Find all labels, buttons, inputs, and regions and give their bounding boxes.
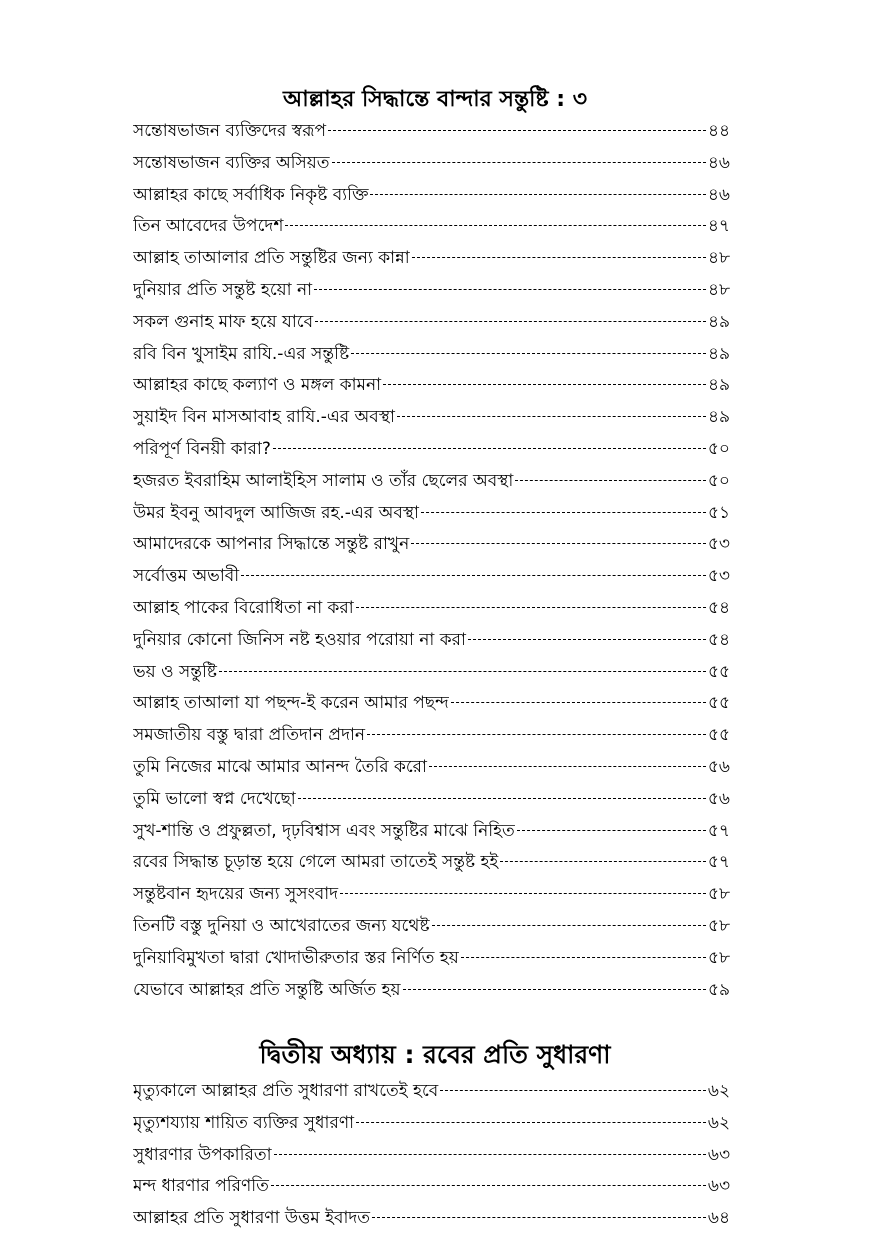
toc-entry xyxy=(133,752,730,784)
dotted-leader xyxy=(411,543,706,544)
dotted-leader xyxy=(383,384,706,385)
dotted-leader xyxy=(461,957,706,958)
section-heading-satisfaction: আল্লাহর সিদ্ধান্তে বান্দার সন্তুষ্টি : ৩ xyxy=(282,87,588,112)
dotted-leader xyxy=(273,448,706,449)
toc-entry-title: মৃত্যুশয্যায় শায়িত ব্যক্তির সুধারণা xyxy=(133,1112,355,1133)
toc-entry xyxy=(133,847,730,879)
toc-entry-title: সুধারণার উপকারিতা xyxy=(133,1144,272,1165)
toc-entry-title: আল্লাহর প্রতি সুধারণা উত্তম ইবাদত xyxy=(133,1208,371,1229)
toc-entry-title: সুয়াইদ বিন মাসআবাহ রাযি.-এর অবস্থা xyxy=(133,407,395,428)
toc-entry-page-number: ৪৪ xyxy=(707,121,730,141)
toc-entry-title: রবি বিন খুসাইম রাযি.-এর সন্তুষ্টি xyxy=(133,343,350,364)
toc-entry xyxy=(133,625,730,657)
toc-entry xyxy=(133,784,730,816)
toc-entry xyxy=(133,720,730,752)
toc-entry-page-number: ৪৯ xyxy=(707,343,730,364)
toc-entry-page-number: ৪৯ xyxy=(707,375,730,396)
toc-entry-page-number: ৫৬ xyxy=(707,788,730,809)
dotted-leader xyxy=(403,989,706,990)
toc-entry xyxy=(133,307,730,339)
dotted-leader xyxy=(367,734,706,735)
toc-list-section-1 xyxy=(133,116,730,1006)
toc-entry xyxy=(133,879,730,911)
toc-entry-title: দুনিয়ার প্রতি সন্তুষ্ট হয়ো না xyxy=(133,279,313,300)
dotted-leader xyxy=(328,130,706,131)
dotted-leader xyxy=(274,1154,706,1155)
toc-entry xyxy=(133,911,730,943)
toc-entry-title: মৃত্যুকালে আল্লাহর প্রতি সুধারণা রাখতেই হবে xyxy=(133,1081,439,1101)
toc-entry xyxy=(133,657,730,689)
toc-entry-title: সন্তোষভাজন ব্যক্তিদের স্বরূপ xyxy=(133,121,326,141)
toc-entry-title: তুমি নিজের মাঝে আমার আনন্দ তৈরি করো xyxy=(133,756,427,777)
toc-entry-page-number: ৪৬ xyxy=(707,152,730,173)
dotted-leader xyxy=(500,861,706,862)
dotted-leader xyxy=(517,830,706,831)
toc-entry-title: দুনিয়াবিমুখতা দ্বারা খোদাভীরুতার স্তর নির্ণিত হয় xyxy=(133,947,459,968)
dotted-leader xyxy=(315,321,706,322)
dotted-leader xyxy=(351,353,706,354)
toc-entry-page-number: ৫৪ xyxy=(707,597,730,618)
toc-entry xyxy=(133,561,730,593)
toc-entry-title: মন্দ ধারণার পরিণতি xyxy=(133,1176,269,1197)
toc-entry-page-number: ৫৭ xyxy=(707,820,730,841)
dotted-leader xyxy=(285,225,705,226)
toc-entry-title: সন্তোষভাজন ব্যক্তির অসিয়ত xyxy=(133,152,330,173)
toc-entry xyxy=(133,529,730,561)
toc-entry-page-number: ৫৩ xyxy=(707,534,730,555)
toc-entry-title: আল্লাহর কাছে সর্বাধিক নিকৃষ্ট ব্যক্তি xyxy=(133,184,369,205)
toc-entry-title: সকল গুনাহ মাফ হয়ে যাবে xyxy=(133,311,314,332)
toc-entry-page-number: ৬৩ xyxy=(707,1176,730,1197)
toc-entry-title: আল্লাহ তাআলার প্রতি সন্তুষ্টির জন্য কান্না xyxy=(133,248,410,269)
toc-entry-page-number: ৫৮ xyxy=(707,884,730,905)
toc-entry xyxy=(133,1140,730,1172)
toc-entry-page-number: ৫৭ xyxy=(707,852,730,873)
dotted-leader xyxy=(356,607,706,608)
toc-entry-page-number: ৫৫ xyxy=(707,693,730,714)
toc-entry xyxy=(133,1171,730,1203)
toc-entry-title: পরিপূর্ণ বিনয়ী কারা? xyxy=(133,438,271,459)
dotted-leader xyxy=(356,1122,706,1123)
dotted-leader xyxy=(332,162,706,163)
toc-entry-page-number: ৫০ xyxy=(707,470,730,491)
toc-entry-title: সর্বোত্তম অভাবী xyxy=(133,566,240,587)
toc-entry-title: ভয় ও সন্তুষ্টি xyxy=(133,661,218,682)
dotted-leader xyxy=(314,289,706,290)
dotted-leader xyxy=(451,702,706,703)
dotted-leader xyxy=(397,416,706,417)
toc-entry xyxy=(133,211,730,243)
toc-entry xyxy=(133,148,730,180)
dotted-leader xyxy=(440,1090,706,1091)
dotted-leader xyxy=(271,1185,706,1186)
dotted-leader xyxy=(468,639,706,640)
toc-entry-page-number: ৫৮ xyxy=(707,947,730,968)
toc-entry-title: যেভাবে আল্লাহর প্রতি সন্তুষ্টি অর্জিত হয় xyxy=(133,979,401,1000)
toc-entry-page-number: ৫৩ xyxy=(707,566,730,587)
toc-entry-page-number: ৬৪ xyxy=(707,1208,730,1229)
toc-list-section-2 xyxy=(133,1076,730,1235)
dotted-leader xyxy=(219,671,706,672)
toc-entry xyxy=(133,593,730,625)
dotted-leader xyxy=(340,893,706,894)
toc-entry xyxy=(133,370,730,402)
toc-entry xyxy=(133,275,730,307)
dotted-leader xyxy=(370,194,705,195)
toc-entry xyxy=(133,816,730,848)
toc-entry-title: আল্লাহ তাআলা যা পছন্দ-ই করেন আমার পছন্দ xyxy=(133,693,449,714)
toc-entry xyxy=(133,180,730,212)
toc-entry-page-number: ৪৮ xyxy=(707,279,730,300)
toc-entry-page-number: ৪৮ xyxy=(707,248,730,269)
toc-entry-page-number: ৬২ xyxy=(707,1081,730,1101)
toc-entry xyxy=(133,498,730,530)
toc-entry xyxy=(133,339,730,371)
toc-entry-page-number: ৫১ xyxy=(707,502,730,523)
dotted-leader xyxy=(421,512,706,513)
toc-entry xyxy=(133,116,730,148)
toc-entry-page-number: ৪৯ xyxy=(707,407,730,428)
toc-entry-title: সমজাতীয় বস্তু দ্বারা প্রতিদান প্রদান xyxy=(133,725,366,746)
toc-entry-page-number: ৫০ xyxy=(707,438,730,459)
toc-entry-title: আল্লাহ পাকের বিরোধিতা না করা xyxy=(133,597,354,618)
toc-entry-page-number: ৫৯ xyxy=(707,979,730,1000)
toc-entry-page-number: ৫৬ xyxy=(707,756,730,777)
dotted-leader xyxy=(515,480,706,481)
toc-entry xyxy=(133,688,730,720)
toc-entry-title: দুনিয়ার কোনো জিনিস নষ্ট হওয়ার পরোয়া না করা xyxy=(133,629,466,650)
toc-entry-title: হজরত ইবরাহিম আলাইহিস সালাম ও তাঁর ছেলের অবস্থা xyxy=(133,470,514,491)
toc-entry-title: আল্লাহর কাছে কল্যাণ ও মঙ্গল কামনা xyxy=(133,375,382,396)
toc-entry-title: সন্তুষ্টবান হৃদয়ের জন্য সুসংবাদ xyxy=(133,884,339,905)
dotted-leader xyxy=(298,798,706,799)
toc-entry-page-number: ৫৮ xyxy=(707,915,730,936)
toc-entry-title: আমাদেরকে আপনার সিদ্ধান্তে সন্তুষ্ট রাখুন xyxy=(133,534,410,555)
toc-entry xyxy=(133,243,730,275)
toc-entry-title: তুমি ভালো স্বপ্ন দেখেছো xyxy=(133,788,296,809)
toc-entry-page-number: ৪৭ xyxy=(707,216,730,237)
toc-entry-page-number: ৪৬ xyxy=(707,184,730,205)
toc-entry-page-number: ৬২ xyxy=(707,1112,730,1133)
toc-entry-title: উমর ইবনু আবদুল আজিজ রহ.-এর অবস্থা xyxy=(133,502,419,523)
toc-entry-title: রবের সিদ্ধান্ত চূড়ান্ত হয়ে গেলে আমরা তাতেই সন্তুষ্ট হই xyxy=(133,852,499,873)
dotted-leader xyxy=(412,257,706,258)
toc-entry-page-number: ৫৫ xyxy=(707,661,730,682)
toc-entry xyxy=(133,943,730,975)
dotted-leader xyxy=(241,575,706,576)
toc-entry xyxy=(133,466,730,498)
toc-entry xyxy=(133,975,730,1007)
toc-entry xyxy=(133,434,730,466)
dotted-leader xyxy=(372,1217,706,1218)
toc-entry-page-number: ৬৩ xyxy=(707,1144,730,1165)
dotted-leader xyxy=(432,925,706,926)
toc-entry-page-number: ৫৪ xyxy=(707,629,730,650)
toc-entry-title: সুখ-শান্তি ও প্রফুল্লতা, দৃঢ়বিশ্বাস এবং সন্তুষ্টির মাঝে নিহিত xyxy=(133,820,515,841)
toc-entry-page-number: ৫৫ xyxy=(707,725,730,746)
toc-entry xyxy=(133,1108,730,1140)
dotted-leader xyxy=(429,766,706,767)
toc-entry-title: তিনটি বস্তু দুনিয়া ও আখেরাতের জন্য যথেষ্ট xyxy=(133,915,430,936)
toc-entry-title: তিন আবেদের উপদেশ xyxy=(133,216,284,237)
toc-entry-page-number: ৪৯ xyxy=(707,311,730,332)
toc-entry xyxy=(133,402,730,434)
toc-entry xyxy=(133,1203,730,1235)
toc-entry xyxy=(133,1076,730,1108)
chapter-heading-good-opinion: দ্বিতীয় অধ্যায় : রবের প্রতি সুধারণা xyxy=(259,1040,611,1069)
